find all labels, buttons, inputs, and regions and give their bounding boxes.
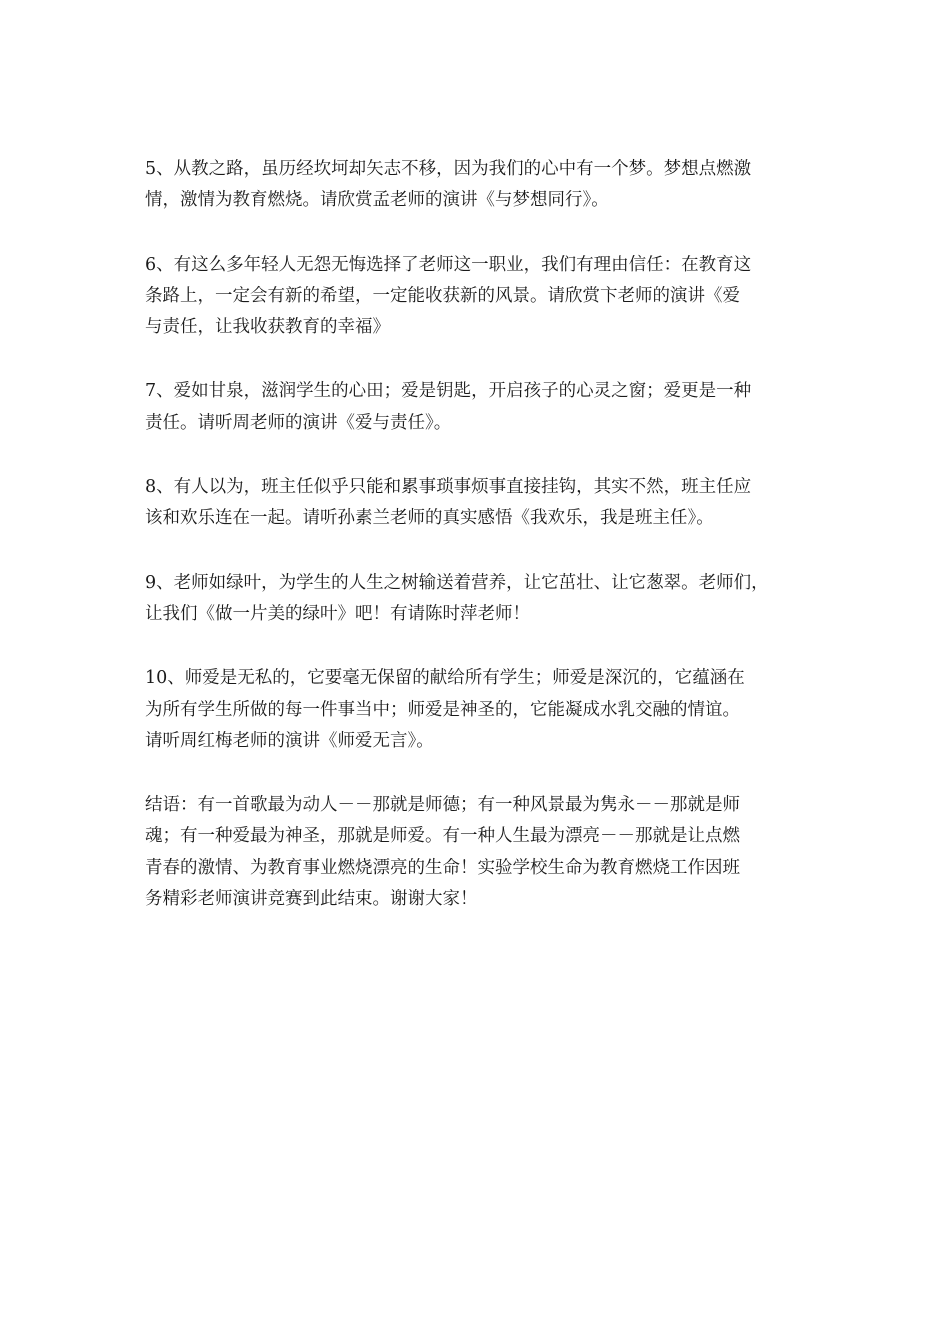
text-line: 9、老师如绿叶，为学生的人生之树输送着营养，让它茁壮、让它葱翠。老师们， [145, 572, 769, 593]
text-line: 务精彩老师演讲竞赛到此结束。谢谢大家！ [145, 889, 478, 910]
paragraph-8 [145, 472, 825, 535]
text-line: 青春的激情、为教育事业燃烧漂亮的生命！实验学校生命为教育燃烧工作因班 [145, 857, 740, 878]
text-line: 请听周红梅老师的演讲《师爱无言》。 [145, 730, 434, 751]
text-line: 结语：有一首歌最为动人－－那就是师德；有一种风景最为隽永－－那就是师 [145, 795, 740, 816]
paragraph-5 [145, 154, 825, 217]
text-line: 魂；有一种爱最为神圣，那就是师爱。有一种人生最为漂亮－－那就是让点燃 [145, 826, 740, 847]
paragraph-9 [145, 568, 825, 631]
document-body [145, 154, 825, 948]
text-line: 情，激情为教育燃烧。请欣赏孟老师的演讲《与梦想同行》。 [145, 190, 609, 211]
text-line: 10、师爱是无私的，它要毫无保留的献给所有学生；师爱是深沉的，它蕴涵在 [145, 668, 745, 689]
paragraph-10 [145, 663, 825, 757]
text-line: 让我们《做一片美的绿叶》吧！有请陈时萍老师！ [145, 603, 530, 624]
text-line: 8、有人以为，班主任似乎只能和累事琐事烦事直接挂钩，其实不然，班主任应 [145, 477, 752, 498]
text-line: 5、从教之路，虽历经坎坷却矢志不移，因为我们的心中有一个梦。梦想点燃激 [145, 159, 752, 179]
text-line: 条路上，一定会有新的希望，一定能收获新的风景。请欣赏卞老师的演讲《爱 [145, 285, 740, 306]
text-line: 该和欢乐连在一起。请听孙素兰老师的真实感悟《我欢乐，我是班主任》。 [145, 508, 714, 529]
paragraph-6 [145, 250, 825, 344]
paragraph-7 [145, 376, 825, 439]
text-line: 7、爱如甘泉，滋润学生的心田；爱是钥匙，开启孩子的心灵之窗；爱更是一种 [145, 381, 752, 402]
text-line: 责任。请听周老师的演讲《爱与责任》。 [145, 412, 452, 433]
text-line: 为所有学生所做的每一件事当中；师爱是神圣的，它能凝成水乳交融的情谊。 [145, 699, 740, 720]
text-line: 6、有这么多年轻人无怨无悔选择了老师这一职业，我们有理由信任：在教育这 [145, 254, 752, 275]
paragraph-conclusion [145, 790, 825, 915]
text-line: 与责任，让我收获教育的幸福》 [145, 317, 390, 338]
